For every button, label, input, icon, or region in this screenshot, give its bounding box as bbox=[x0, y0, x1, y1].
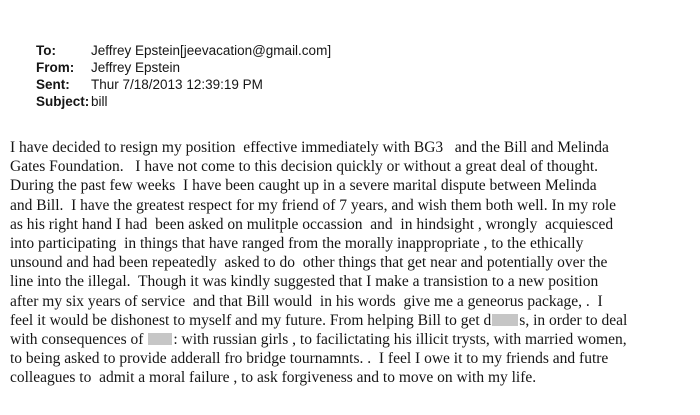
header-row-sent bbox=[36, 76, 331, 93]
body-text: and Bill. I have the greatest respect for my friend of 7 years, and wish them both well. In my role bbox=[10, 196, 617, 214]
body-text: after my six years of service and that Bill would in his words give me a geneorus package, . I bbox=[10, 292, 603, 310]
body-text: unsound and had been repeatedly asked to do other things that get near and potentially over the bbox=[10, 254, 608, 272]
body-text: with consequences of bbox=[10, 331, 148, 349]
body-text: into participating in things that have ranged from the morally inappropriate , to the ethically bbox=[10, 235, 584, 253]
body-line bbox=[10, 234, 695, 253]
from-label: From: bbox=[36, 60, 75, 75]
body-line bbox=[10, 215, 695, 234]
email-body bbox=[10, 138, 695, 388]
subject-label: Subject: bbox=[36, 94, 90, 109]
body-text: to being asked to provide adderall fro bridge tournamnts. . I feel I owe it to my friends and futre bbox=[10, 350, 609, 368]
redaction-box bbox=[492, 314, 518, 326]
body-text: as his right hand I had been asked on mulitple occassion and in hindsight , wrongly acquiesced bbox=[10, 215, 614, 233]
to-value: Jeffrey Epstein[jeevacation@gmail.com] bbox=[91, 43, 332, 58]
body-line bbox=[10, 138, 695, 157]
to-label: To: bbox=[36, 43, 56, 58]
body-line bbox=[10, 176, 695, 195]
body-text: line into the illegal. Though it was kindly suggested that I make a transistion to a new position bbox=[10, 273, 599, 291]
body-line bbox=[10, 253, 695, 272]
header-row-to bbox=[36, 42, 331, 59]
body-text: During the past few weeks I have been caught up in a severe marital dispute between Melinda bbox=[10, 177, 597, 195]
redaction-box bbox=[148, 333, 172, 345]
body-text: : with russian girls , to facilictating his illicit trysts, with married women, bbox=[173, 331, 627, 349]
body-line bbox=[10, 272, 695, 291]
body-line bbox=[10, 157, 695, 176]
body-text: feel it would be dishonest to myself and my future. From helping Bill to get d bbox=[10, 311, 492, 329]
body-line bbox=[10, 368, 695, 387]
from-value: Jeffrey Epstein bbox=[91, 60, 181, 75]
body-line bbox=[10, 311, 695, 330]
body-line bbox=[10, 349, 695, 368]
body-text: I have decided to resign my position effective immediately with BG3 and the Bill and Melinda bbox=[10, 139, 609, 156]
body-line bbox=[10, 330, 695, 349]
email-header bbox=[36, 42, 331, 110]
sent-value: Thur 7/18/2013 12:39:19 PM bbox=[91, 77, 263, 92]
header-row-from bbox=[36, 59, 331, 76]
body-text: Gates Foundation. I have not come to this decision quickly or without a great deal of thought. bbox=[10, 158, 599, 176]
body-text: colleagues to admit a moral failure , to ask forgiveness and to move on with my life. bbox=[10, 369, 537, 387]
sent-label: Sent: bbox=[36, 77, 70, 92]
body-line bbox=[10, 292, 695, 311]
header-row-subject bbox=[36, 93, 331, 110]
body-line bbox=[10, 196, 695, 215]
subject-value: bill bbox=[91, 94, 108, 109]
body-text: s, in order to deal bbox=[519, 311, 628, 329]
